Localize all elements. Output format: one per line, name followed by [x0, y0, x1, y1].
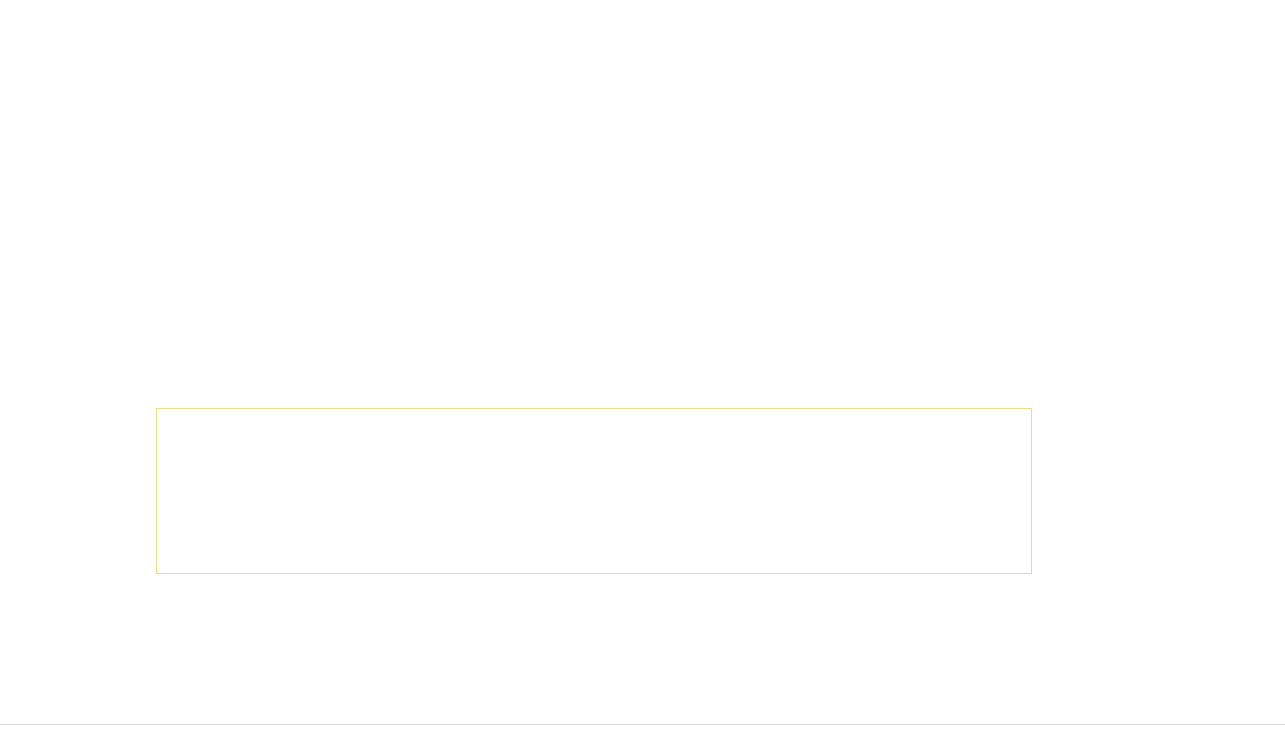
- page-divider: [0, 724, 1285, 725]
